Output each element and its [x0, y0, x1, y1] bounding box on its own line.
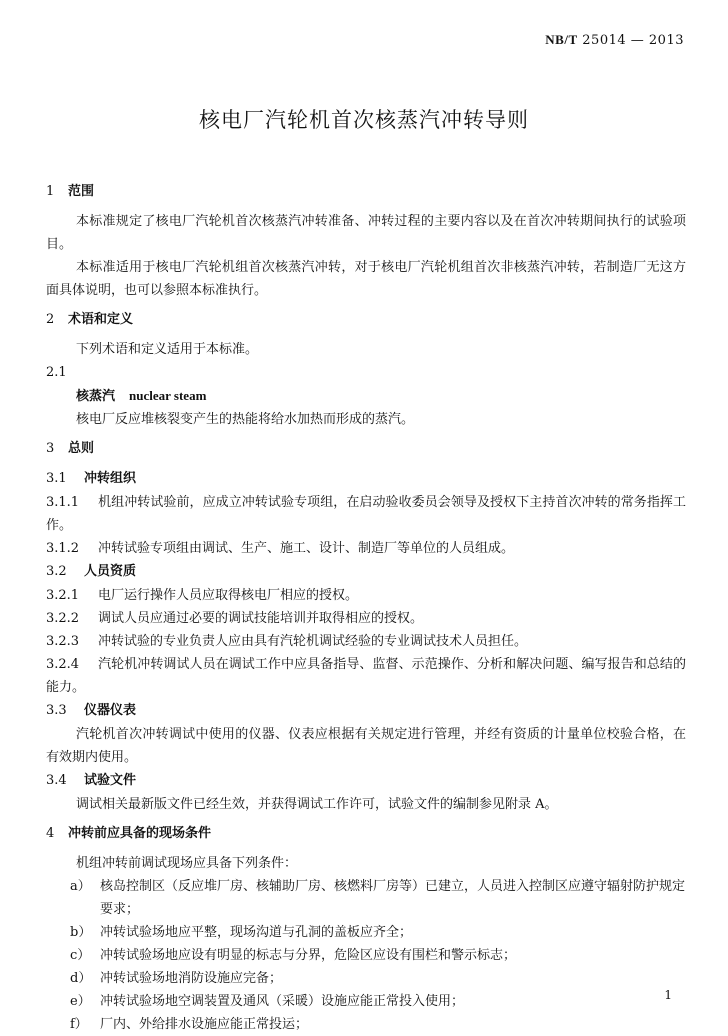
subsection-3-4-text: 调试相关最新版文件已经生效，并获得调试工作许可，试验文件的编制参见附录 A。 — [76, 797, 558, 812]
page-number: 1 — [664, 988, 672, 1002]
clause-3-2-1: 3.2.1 电厂运行操作人员应取得核电厂相应的授权。 — [46, 588, 359, 603]
section-4-intro: 机组冲转前调试现场应具备下列条件： — [76, 856, 298, 871]
term-chinese: 核蒸汽 — [76, 389, 116, 404]
subsection-3-3-text: 汽轮机首次冲转调试中使用的仪器、仪表应根据有关规定进行管理，并经有资质的计量单位校验合格，在有效期内使用。 — [46, 727, 686, 765]
list-item: a） 核岛控制区（反应堆厂房、核辅助厂房、核燃料厂房等）已建立，人员进入控制区应遵守辐射防护规定要求； — [70, 879, 686, 917]
list-item: e） 冲转试验场地空调装置及通风（采暖）设施应能正常投入使用； — [70, 994, 465, 1009]
list-item: b） 冲转试验场地应平整，现场沟道与孔洞的盖板应齐全； — [70, 925, 413, 940]
standard-prefix: NB/T — [545, 32, 578, 47]
clause-3-1-2: 3.1.2 冲转试验专项组由调试、生产、施工、设计、制造厂等单位的人员组成。 — [46, 541, 515, 556]
section-1-paragraph-2: 本标准适用于核电厂汽轮机组首次核蒸汽冲转，对于核电厂汽轮机组首次非核蒸汽冲转，若制造厂无这方面具体说明，也可以参照本标准执行。 — [46, 260, 686, 298]
term-definition: 核电厂反应堆核裂变产生的热能将给水加热而形成的蒸汽。 — [76, 412, 415, 427]
section-2-intro: 下列术语和定义适用于本标准。 — [76, 342, 259, 357]
clause-3-2-3: 3.2.3 冲转试验的专业负责人应由具有汽轮机调试经验的专业调试技术人员担任。 — [46, 634, 528, 649]
section-4-heading: 4 冲转前应具备的现场条件 — [46, 826, 212, 841]
subsection-3-1-heading: 3.1 冲转组织 — [46, 471, 137, 486]
list-item: d） 冲转试验场地消防设施应完备； — [70, 971, 283, 986]
subsection-3-4-heading: 3.4 试验文件 — [46, 773, 137, 788]
standard-number: 25014 — 2013 — [582, 33, 684, 48]
term-english: nuclear steam — [129, 388, 207, 403]
document-title: 核电厂汽轮机首次核蒸汽冲转导则 — [199, 108, 529, 132]
section-1-paragraph-1: 本标准规定了核电厂汽轮机首次核蒸汽冲转准备、冲转过程的主要内容以及在首次冲转期间执行的试验项目。 — [46, 214, 686, 252]
list-item: f） 厂内、外给排水设施应能正常投运； — [70, 1017, 309, 1032]
subsection-3-3-heading: 3.3 仪器仪表 — [46, 703, 137, 718]
clause-3-1-1: 3.1.1 机组冲转试验前，应成立冲转试验专项组，在启动验收委员会领导及授权下主持首次冲转的常务指挥工作。 — [46, 495, 686, 533]
clause-3-2-2: 3.2.2 调试人员应通过必要的调试技能培训并取得相应的授权。 — [46, 611, 424, 626]
standard-code — [545, 32, 684, 48]
clause-2-1-number: 2.1 — [46, 365, 67, 380]
list-item: c） 冲转试验场地应设有明显的标志与分界，危险区应设有围栏和警示标志； — [70, 948, 517, 963]
section-3-heading: 3 总则 — [46, 441, 95, 456]
clause-3-2-4: 3.2.4 汽轮机冲转调试人员在调试工作中应具备指导、监督、示范操作、分析和解决问题、编写报告和总结的能力。 — [46, 657, 686, 695]
section-2-heading: 2 术语和定义 — [46, 312, 134, 327]
term-entry — [46, 384, 686, 408]
section-1-heading: 1 范围 — [46, 184, 95, 199]
document-body — [46, 180, 686, 1036]
subsection-3-2-heading: 3.2 人员资质 — [46, 564, 137, 579]
